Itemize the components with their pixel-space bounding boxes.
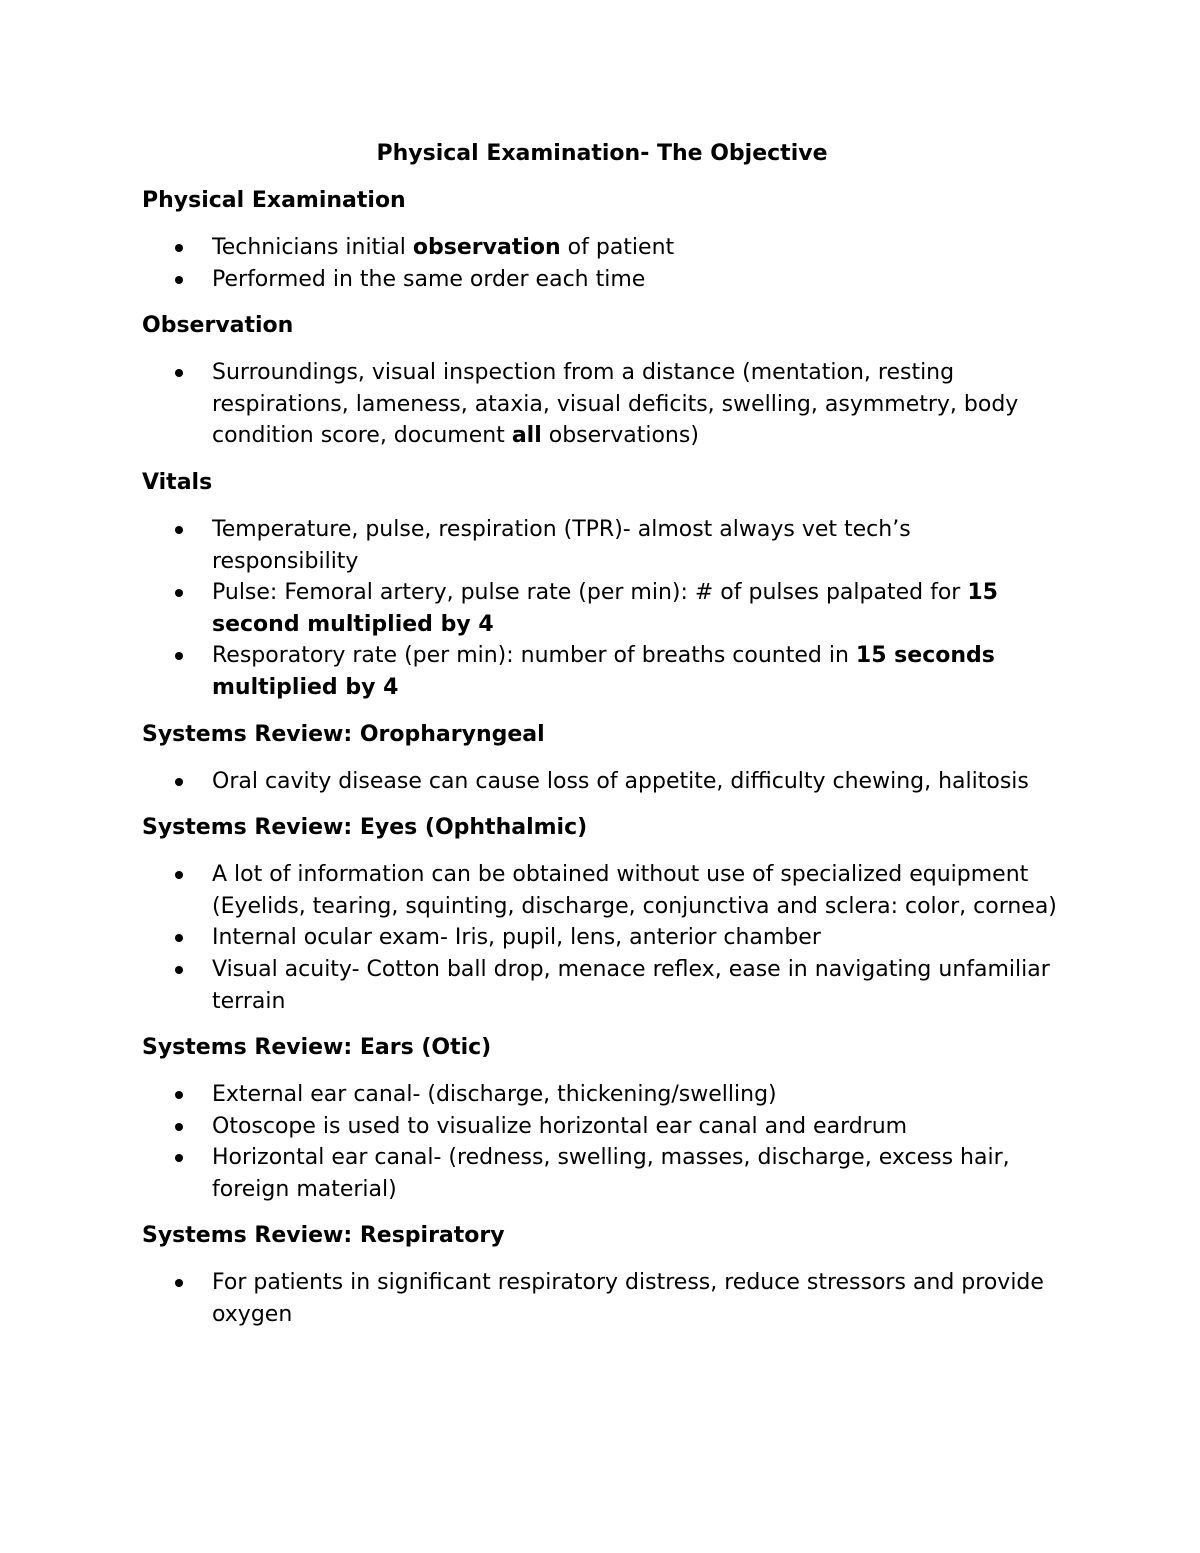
- bullet-text: For patients in significant respiratory distress, reduce stressors and provide oxygen: [212, 1270, 1044, 1328]
- list-item: [142, 922, 1062, 954]
- bullet-list: [142, 1267, 1062, 1330]
- bullet-text: Visual acuity- Cotton ball drop, menace reflex, ease in navigating unfamiliar terrain: [212, 956, 1050, 1014]
- bullet-list: [142, 1079, 1062, 1205]
- list-item: [142, 1111, 1062, 1143]
- document-title: Physical Examination- The Objective: [376, 141, 828, 166]
- list-item: [142, 232, 1062, 264]
- list-item: [142, 1079, 1062, 1111]
- list-item: [142, 1142, 1062, 1205]
- bullet-emphasis: all: [511, 423, 542, 449]
- bullet-list: [142, 357, 1062, 452]
- section-heading: Systems Review: Eyes (Ophthalmic): [142, 815, 588, 841]
- bullet-text: Pulse: Femoral artery, pulse rate (per min): # of pulses palpated for: [212, 580, 968, 606]
- bullet-emphasis: 15 seconds multiplied by 4: [212, 643, 995, 700]
- bullet-text: Temperature, pulse, respiration (TPR)- almost always vet tech’s responsibility: [212, 516, 911, 574]
- bullet-text: Internal ocular exam- Iris, pupil, lens, anterior chamber: [212, 925, 821, 951]
- bullet-text: A lot of information can be obtained without use of specialized equipment (Eyelids, tearing, squinting, discharge, conjunctiva and sclera: color, cornea): [212, 862, 1057, 919]
- bullet-text: External ear canal- (discharge, thickening/swelling): [212, 1082, 777, 1108]
- list-item: [142, 357, 1062, 452]
- bullet-emphasis: 15 second multiplied by 4: [212, 580, 998, 637]
- bullet-text: Horizontal ear canal- (redness, swelling, masses, discharge, excess hair, foreign material): [212, 1145, 1010, 1202]
- list-item: [142, 264, 1062, 296]
- section-oropharyngeal: [142, 719, 1062, 798]
- section-respiratory: [142, 1220, 1062, 1330]
- list-item: [142, 577, 1062, 640]
- section-heading: Physical Examination: [142, 188, 406, 213]
- bullet-text: Resporatory rate (per min): number of breaths counted in: [212, 643, 856, 669]
- list-item: [142, 766, 1062, 798]
- section-eyes: [142, 812, 1062, 1017]
- section-ears: [142, 1032, 1062, 1205]
- section-heading: Observation: [142, 313, 294, 339]
- list-item: [142, 640, 1062, 703]
- bullet-text: of patient: [560, 235, 675, 260]
- bullet-list: [142, 766, 1062, 798]
- bullet-text: Oral cavity disease can cause loss of appetite, difficulty chewing, halitosis: [212, 768, 1029, 794]
- section-vitals: [142, 467, 1062, 704]
- bullet-text: Otoscope is used to visualize horizontal ear canal and eardrum: [212, 1113, 908, 1139]
- list-item: [142, 1267, 1062, 1330]
- list-item: [142, 514, 1062, 577]
- bullet-text: observations): [541, 423, 699, 449]
- bullet-list: [142, 232, 1062, 295]
- bullet-text: Performed in the same order each time: [212, 266, 646, 292]
- bullet-text: Surroundings, visual inspection from a distance (mentation, resting respirations, lameness, ataxia, visual deficits, swelling, asymmetry, body condition score, document: [212, 360, 1019, 449]
- section-heading: Systems Review: Respiratory: [142, 1223, 505, 1249]
- bullet-list: [142, 859, 1062, 1017]
- section-heading: Systems Review: Oropharyngeal: [142, 721, 545, 747]
- section-physical-examination: [142, 185, 1062, 295]
- section-observation: [142, 310, 1062, 452]
- list-item: [142, 954, 1062, 1017]
- bullet-emphasis: observation: [412, 235, 561, 260]
- document-page: [142, 138, 1062, 1346]
- bullet-list: [142, 514, 1062, 704]
- list-item: [142, 859, 1062, 922]
- section-heading: Vitals: [142, 469, 213, 495]
- section-heading: Systems Review: Ears (Otic): [142, 1035, 492, 1061]
- bullet-text: Technicians initial: [212, 235, 413, 260]
